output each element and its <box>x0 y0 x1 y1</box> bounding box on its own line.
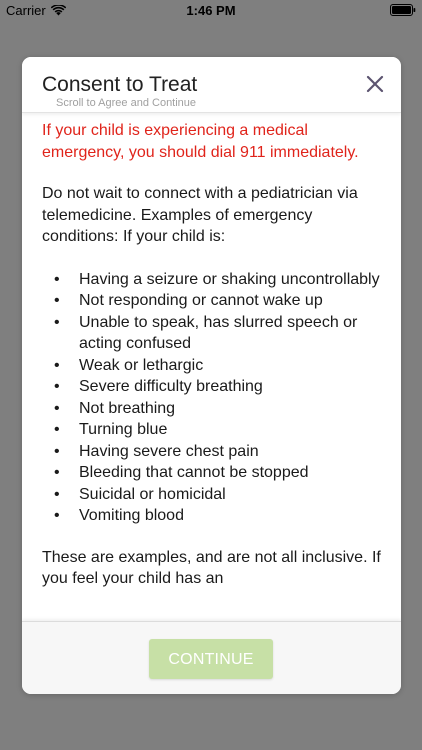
list-item <box>54 355 381 377</box>
modal-title: Consent to Treat <box>42 73 198 96</box>
status-time: 1:46 PM <box>186 3 236 18</box>
list-item <box>54 441 381 463</box>
closing-paragraph: These are examples, and are not all inclusive. If you feel your child has an <box>42 548 381 587</box>
list-item <box>54 505 381 527</box>
status-bar <box>0 0 422 22</box>
symptom-text: Turning blue <box>79 421 168 438</box>
list-item <box>54 419 381 441</box>
carrier-label: Carrier <box>6 3 46 18</box>
symptom-text: Having a seizure or shaking uncontrollably <box>79 270 380 288</box>
symptom-text: Not breathing <box>79 399 176 417</box>
bullet: • <box>54 292 60 309</box>
symptom-text: Bleeding that cannot be stopped <box>79 464 309 481</box>
bullet: • <box>54 270 60 288</box>
symptom-text: Having severe chest pain <box>79 442 259 460</box>
symptom-list <box>42 269 381 527</box>
symptom-text: Severe difficulty breathing <box>79 378 263 395</box>
bullet: • <box>54 421 60 438</box>
close-icon <box>365 74 385 94</box>
battery-icon <box>390 4 416 16</box>
bullet: • <box>54 507 60 524</box>
symptom-text: Unable to speak, has slurred speech or acting confused <box>79 313 358 352</box>
symptom-text: Weak or lethargic <box>79 356 204 374</box>
close-button[interactable] <box>365 74 385 94</box>
emergency-warning: If your child is experiencing a medical emergency, you should dial 911 immediately. <box>42 122 359 161</box>
symptom-text: Vomiting blood <box>79 507 184 524</box>
bullet: • <box>54 442 60 460</box>
modal-footer <box>22 621 401 694</box>
list-item <box>54 312 381 355</box>
continue-button[interactable]: CONTINUE <box>149 639 273 679</box>
symptom-text: Suicidal or homicidal <box>79 485 226 503</box>
intro-paragraph: Do not wait to connect with a pediatrician via telemedicine. Examples of emergency conditions: If your child is: <box>42 185 358 245</box>
bullet: • <box>54 399 60 417</box>
bullet: • <box>54 464 60 481</box>
list-item <box>54 484 381 506</box>
bullet: • <box>54 313 60 331</box>
list-item <box>54 376 381 398</box>
list-item <box>54 398 381 420</box>
bullet: • <box>54 378 60 395</box>
list-item <box>54 269 381 291</box>
list-item <box>54 290 381 312</box>
modal-header <box>22 57 401 113</box>
symptom-text: Not responding or cannot wake up <box>79 292 323 309</box>
bullet: • <box>54 485 60 503</box>
consent-scroll-body[interactable] <box>22 113 401 621</box>
consent-modal <box>22 57 401 694</box>
status-right <box>390 4 416 16</box>
bullet: • <box>54 356 60 374</box>
list-item <box>54 462 381 484</box>
modal-subtitle: Scroll to Agree and Continue <box>56 97 197 109</box>
